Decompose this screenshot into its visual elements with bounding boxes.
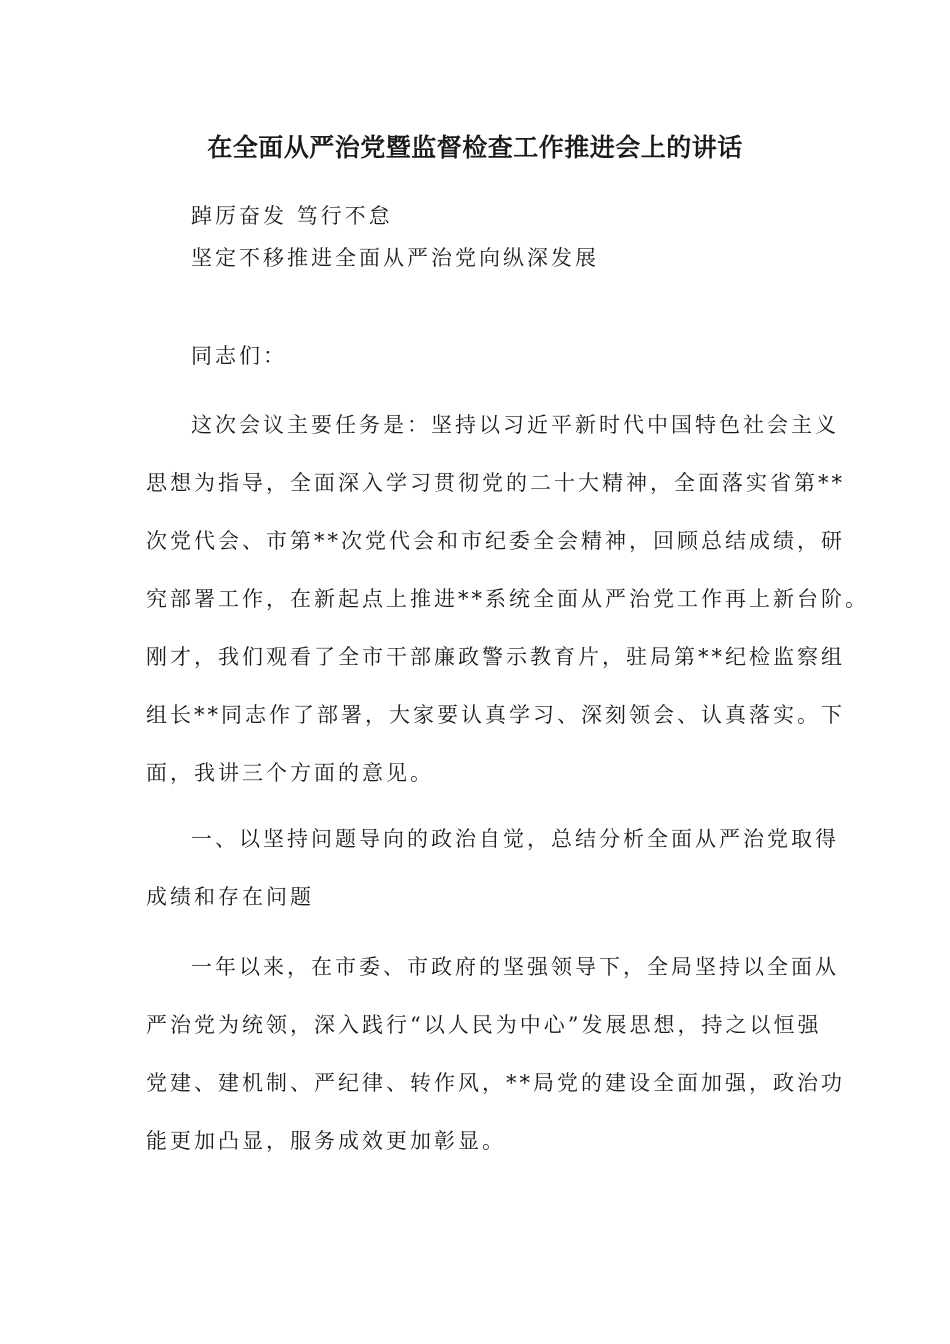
- document-title: 在全面从严治党暨监督检查工作推进会上的讲话: [207, 133, 743, 162]
- paragraph-line: 组长**同志作了部署，大家要认真学习、深刻领会、认真落实。下: [146, 703, 845, 727]
- section-heading-1: [146, 810, 839, 926]
- paragraph-line: 面，我讲三个方面的意见。: [146, 761, 434, 785]
- paragraph-line: 能更加凸显，服务成效更加彰显。: [146, 1129, 506, 1153]
- paragraph-line: 党建、建机制、严纪律、转作风，**局党的建设全面加强，政治功: [146, 1071, 845, 1095]
- paragraph-line: 这次会议主要任务是：坚持以习近平新时代中国特色社会主义: [191, 413, 839, 437]
- paragraph-line: 一年以来，在市委、市政府的坚强领导下，全局坚持以全面从: [191, 955, 839, 979]
- salutation: 同志们：: [191, 344, 287, 368]
- paragraph-achievements: [146, 938, 845, 1170]
- paragraph-line: 刚才，我们观看了全市干部廉政警示教育片，驻局第**纪检监察组: [146, 645, 845, 669]
- section-heading-line: 一、以坚持问题导向的政治自觉，总结分析全面从严治党取得: [191, 827, 839, 851]
- paragraph-line: 严治党为统领，深入践行“以人民为中心”发展思想，持之以恒强: [146, 1013, 822, 1037]
- subtitle-2: 坚定不移推进全面从严治党向纵深发展: [191, 246, 599, 270]
- paragraph-line: 究部署工作，在新起点上推进**系统全面从严治党工作再上新台阶。: [146, 587, 869, 611]
- subtitle-1: 踔厉奋发 笃行不怠: [191, 204, 393, 228]
- paragraph-line: 思想为指导，全面深入学习贯彻党的二十大精神，全面落实省第**: [146, 471, 845, 495]
- section-heading-line: 成绩和存在问题: [146, 885, 314, 909]
- paragraph-line: 次党代会、市第**次党代会和市纪委全会精神，回顾总结成绩，研: [146, 529, 845, 553]
- paragraph-intro: [146, 396, 869, 802]
